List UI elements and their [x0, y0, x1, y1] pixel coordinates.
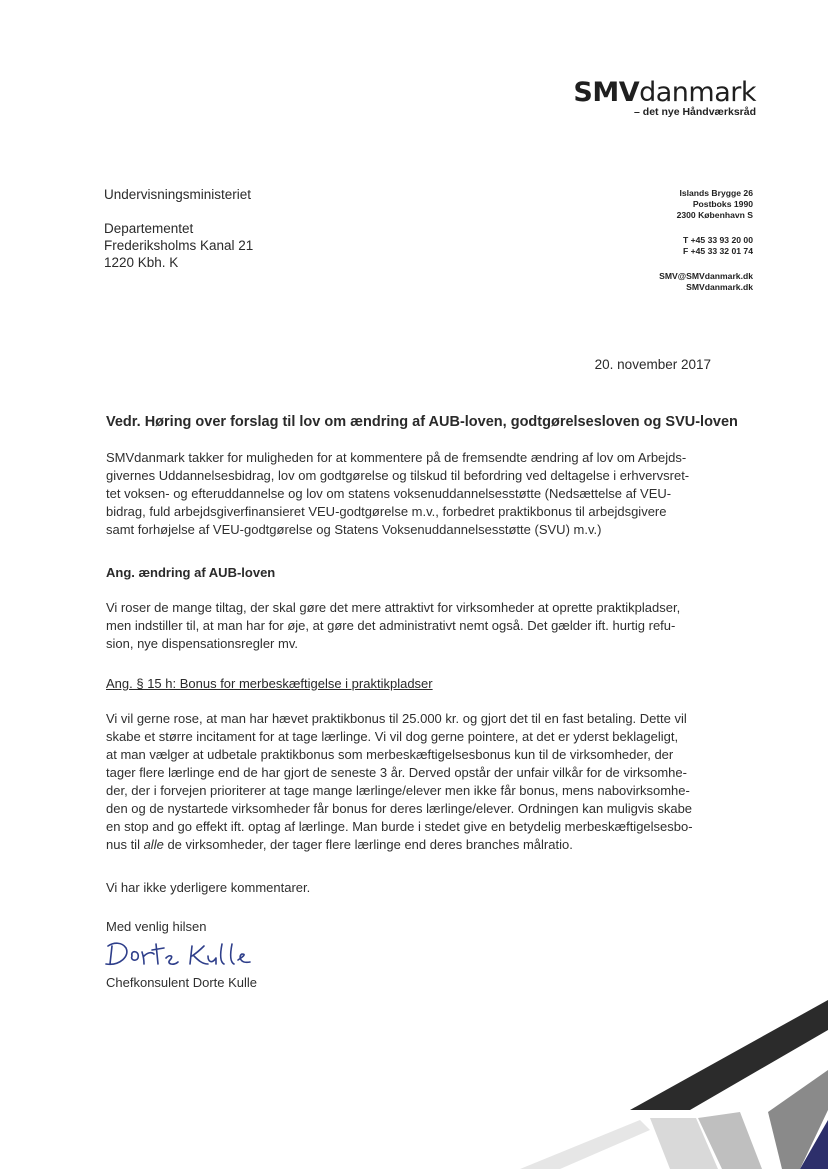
emphasis-alle: alle: [143, 837, 164, 852]
letter-subject: Vedr. Høring over forslag til lov om ændring af AUB-loven, godtgørelsesloven og SVU-loven: [106, 414, 738, 430]
signer-name-title: Chefkonsulent Dorte Kulle: [106, 975, 258, 990]
paragraph-line: tet voksen- og efteruddannelse og lov om statens voksenuddannelsesstøtte (Nedsættelse af VEU-: [106, 486, 672, 501]
recipient-address: [104, 186, 253, 271]
paragraph-line: den og de nystartede virksomheder får bonus for deres lærlinge/elever. Ordningen kan muligvis skabe: [106, 801, 693, 816]
letter-date: 20. november 2017: [594, 357, 711, 372]
recipient-line: Departementet: [104, 221, 194, 236]
closing-remark: Vi har ikke yderligere kommentarer.: [106, 880, 311, 895]
section1-paragraph: [106, 599, 718, 653]
paragraph-line: SMVdanmark takker for muligheden for at kommentere på de fremsendte ændring af lov om Arbejds-: [106, 450, 687, 465]
logo-tagline: – det nye Håndværksråd: [634, 106, 756, 118]
company-logo: [560, 78, 756, 118]
sender-email: SMV@SMVdanmark.dk: [659, 271, 753, 281]
recipient-line: Undervisningsministeriet: [104, 187, 252, 202]
paragraph-line: der, der i forvejen prioriterer at tage mange lærlinge/elever men ikke får bonus, mens nabovirksomhe-: [106, 783, 690, 798]
sender-address-line: Islands Brygge 26: [679, 188, 753, 198]
recipient-line: Frederiksholms Kanal 21: [104, 238, 254, 253]
handwritten-signature: [100, 934, 280, 974]
section-heading-bonus: Ang. § 15 h: Bonus for merbeskæftigelse i praktikpladser: [106, 676, 433, 691]
logo-wordmark: SMVdanmark: [573, 77, 756, 108]
sender-address-line: 2300 København S: [676, 210, 753, 220]
sender-website: SMVdanmark.dk: [686, 282, 753, 292]
recipient-line: 1220 Kbh. K: [104, 255, 179, 270]
paragraph-line: tager flere lærlinge end de har gjort de seneste 3 år. Derved opstår der unfair vilkår for de virksomhe-: [106, 765, 687, 780]
paragraph-line: nus til alle de virksomheder, der tager flere lærlinge end deres branches målratio.: [106, 837, 573, 852]
paragraph-line: en stop and go effekt ift. optag af lærlinge. Man burde i stedet give en betydelig merbeskæftigelsesbo-: [106, 819, 693, 834]
paragraph-line: bidrag, fuld arbejdsgiverfinansieret VEU-godtgørelse m.v., forbedret praktikbonus til arbejdsgivere: [106, 504, 667, 519]
sender-fax: F +45 33 32 01 74: [682, 246, 753, 256]
paragraph-line: givernes Uddannelsesbidrag, lov om godtgørelse og tilskud til befordring ved deltagelse i erhvervsret-: [106, 468, 690, 483]
paragraph-line: sion, nye dispensationsregler mv.: [106, 636, 298, 651]
sender-address-line: Postboks 1990: [692, 199, 753, 209]
paragraph-line: men indstiller til, at man har for øje, at gøre det administrativt nemt også. Det gælder ift. hurtig refu-: [106, 618, 676, 633]
paragraph-line: Vi vil gerne rose, at man har hævet praktikbonus til 25.000 kr. og gjort det til en fast betaling. Dette vil: [106, 711, 687, 726]
paragraph-line: samt forhøjelse af VEU-godtgørelse og Statens Voksenuddannelsesstøtte (SVU) m.v.): [106, 522, 602, 537]
recipient-spacer: [104, 203, 253, 220]
sender-address-block: [600, 188, 753, 293]
sender-phone: T +45 33 93 20 00: [682, 235, 753, 245]
paragraph-line: Vi roser de mange tiltag, der skal gøre det mere attraktivt for virksomheder at oprette praktikpladser,: [106, 600, 681, 615]
greeting: Med venlig hilsen: [106, 919, 207, 934]
intro-paragraph: [106, 449, 718, 539]
section-heading-aub: Ang. ændring af AUB-loven: [106, 565, 276, 580]
paragraph-line: skabe et større incitament for at tage lærlinge. Vi vil dog gerne pointere, at det er yderst beklageligt,: [106, 729, 679, 744]
paragraph-line: at man vælger at udbetale praktikbonus som merbeskæftigelsesbonus kun til de virksomheder, der: [106, 747, 674, 762]
decorative-corner-graphic: [500, 1000, 828, 1169]
section2-paragraph: [106, 710, 718, 854]
